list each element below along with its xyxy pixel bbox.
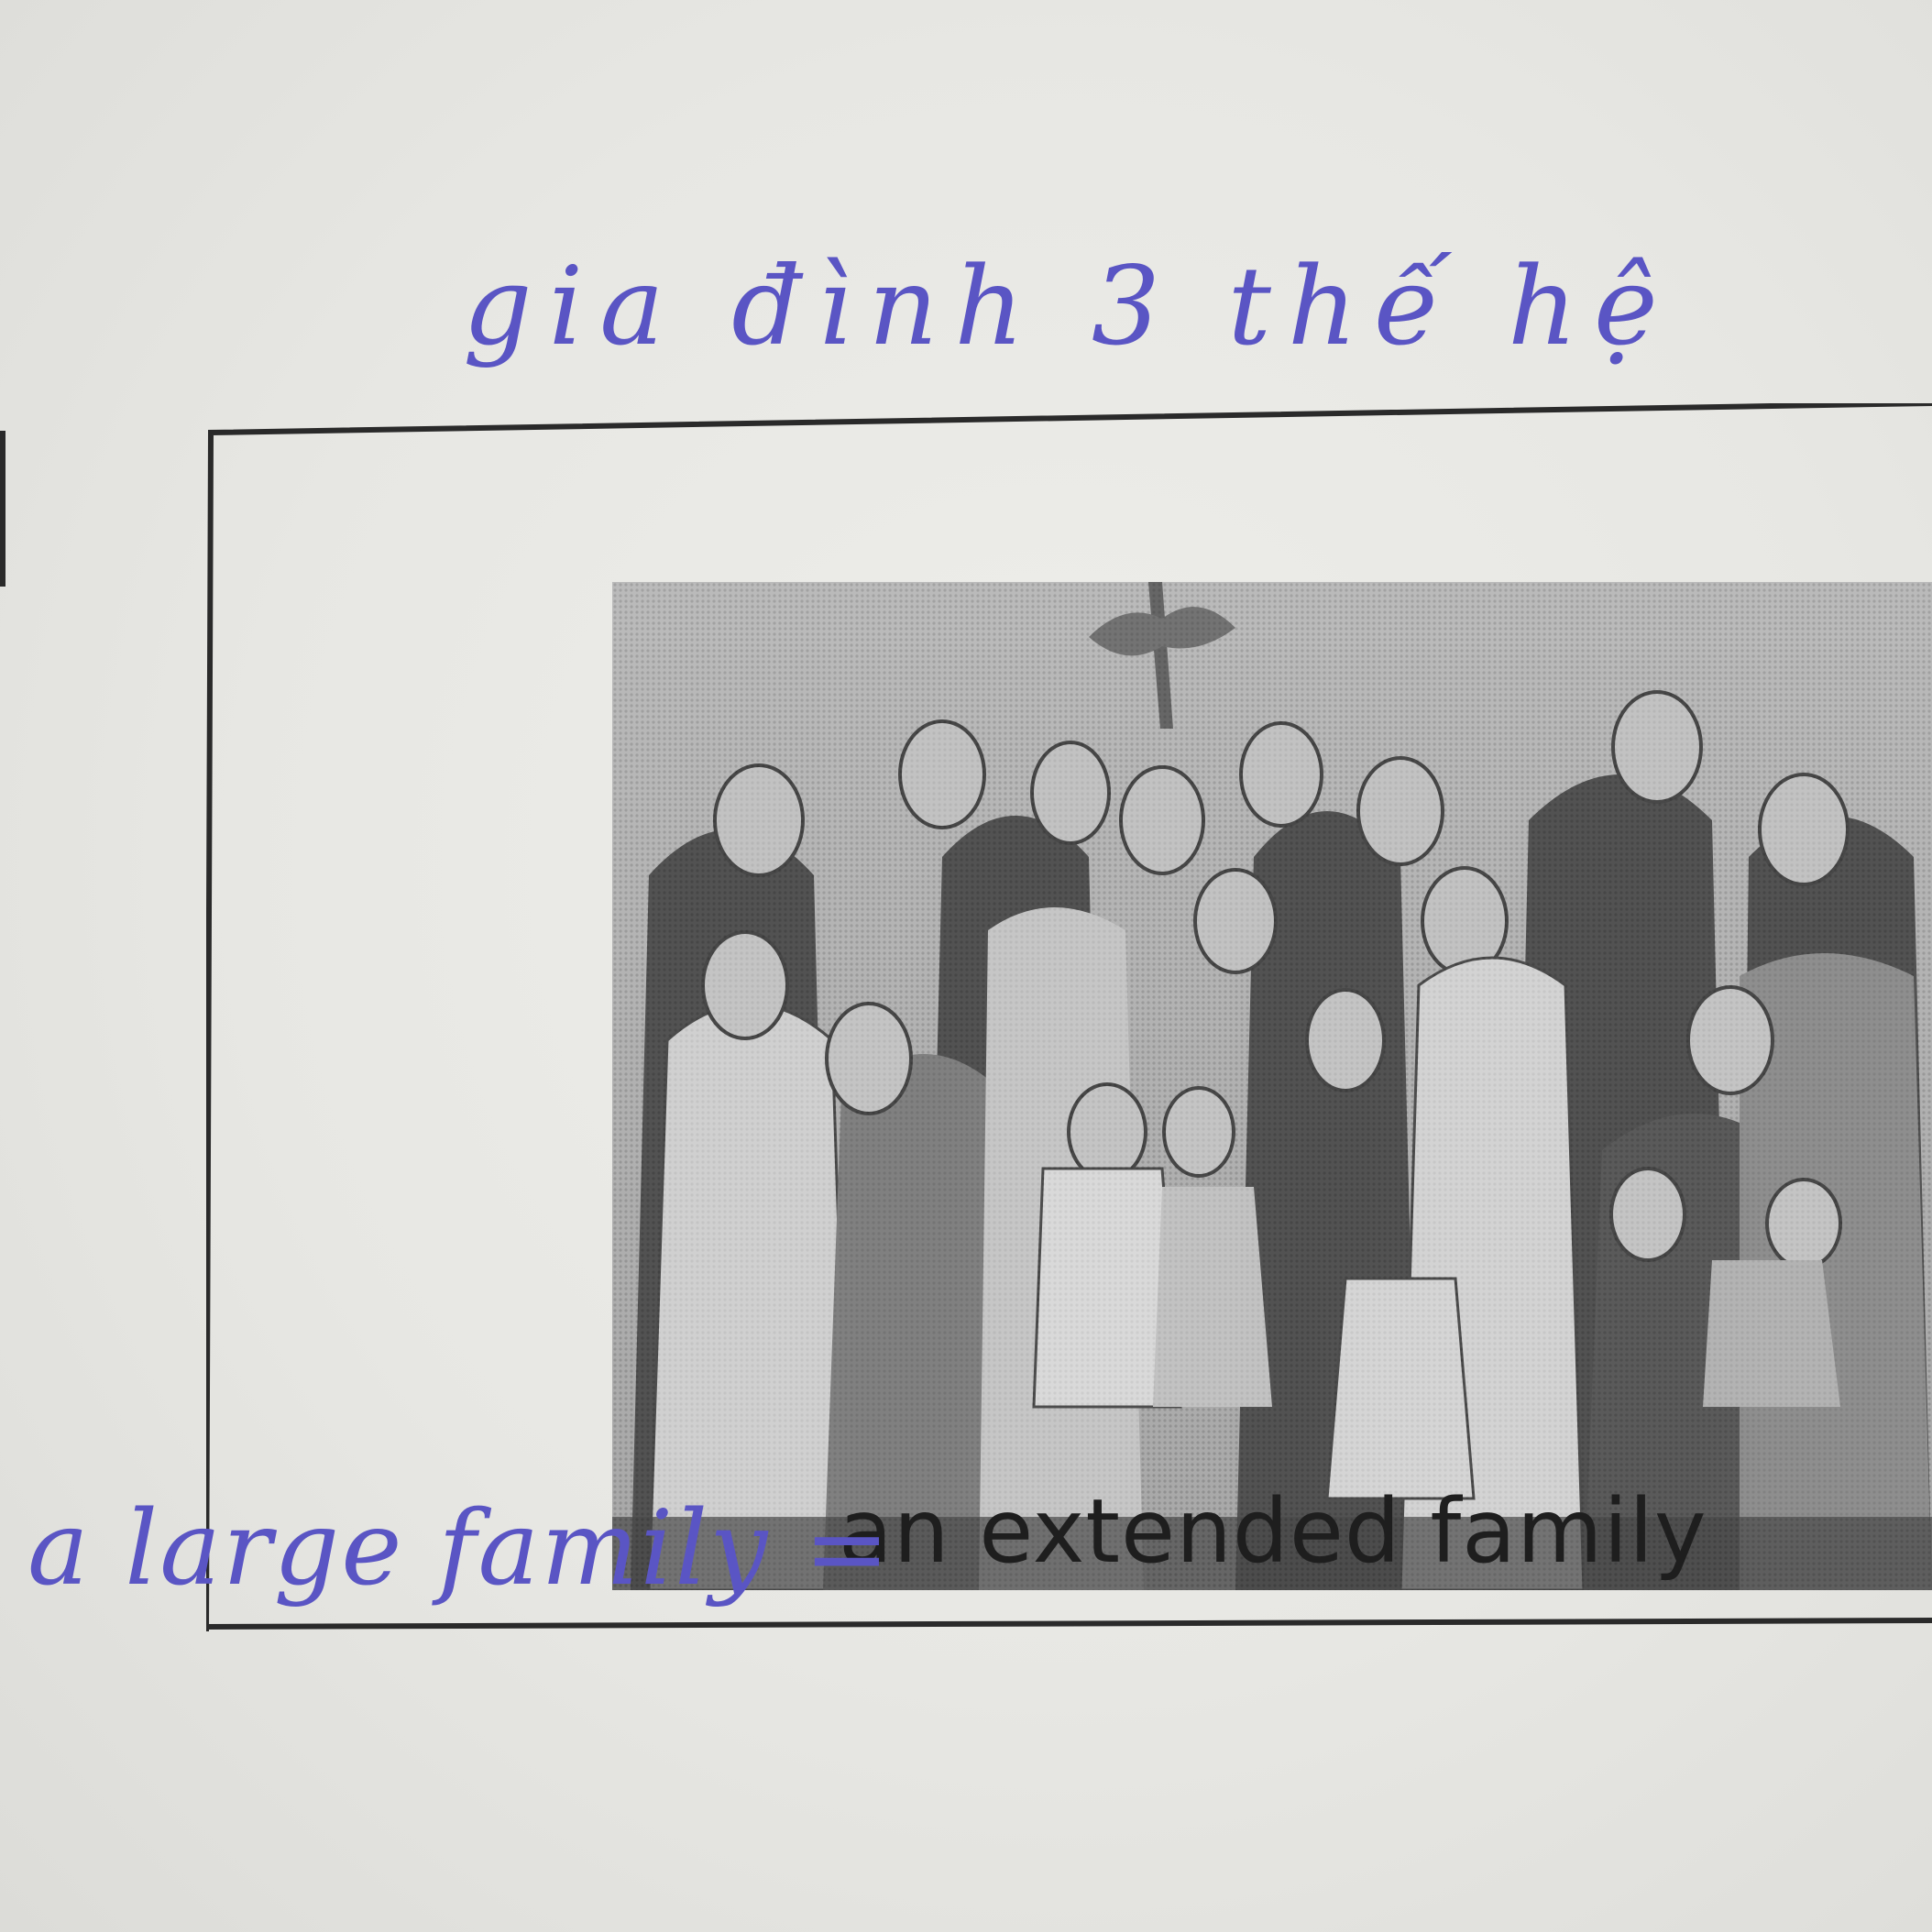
picture-frame bbox=[206, 403, 1932, 1631]
adjacent-frame-edge bbox=[0, 431, 5, 587]
printed-caption: an extended family bbox=[839, 1480, 1707, 1583]
family-group-photo-icon bbox=[612, 582, 1932, 1590]
family-photo bbox=[612, 582, 1932, 1590]
handwritten-synonym: a large family = bbox=[27, 1489, 892, 1608]
handwritten-translation: gia đình 3 thế hệ bbox=[463, 243, 1674, 369]
